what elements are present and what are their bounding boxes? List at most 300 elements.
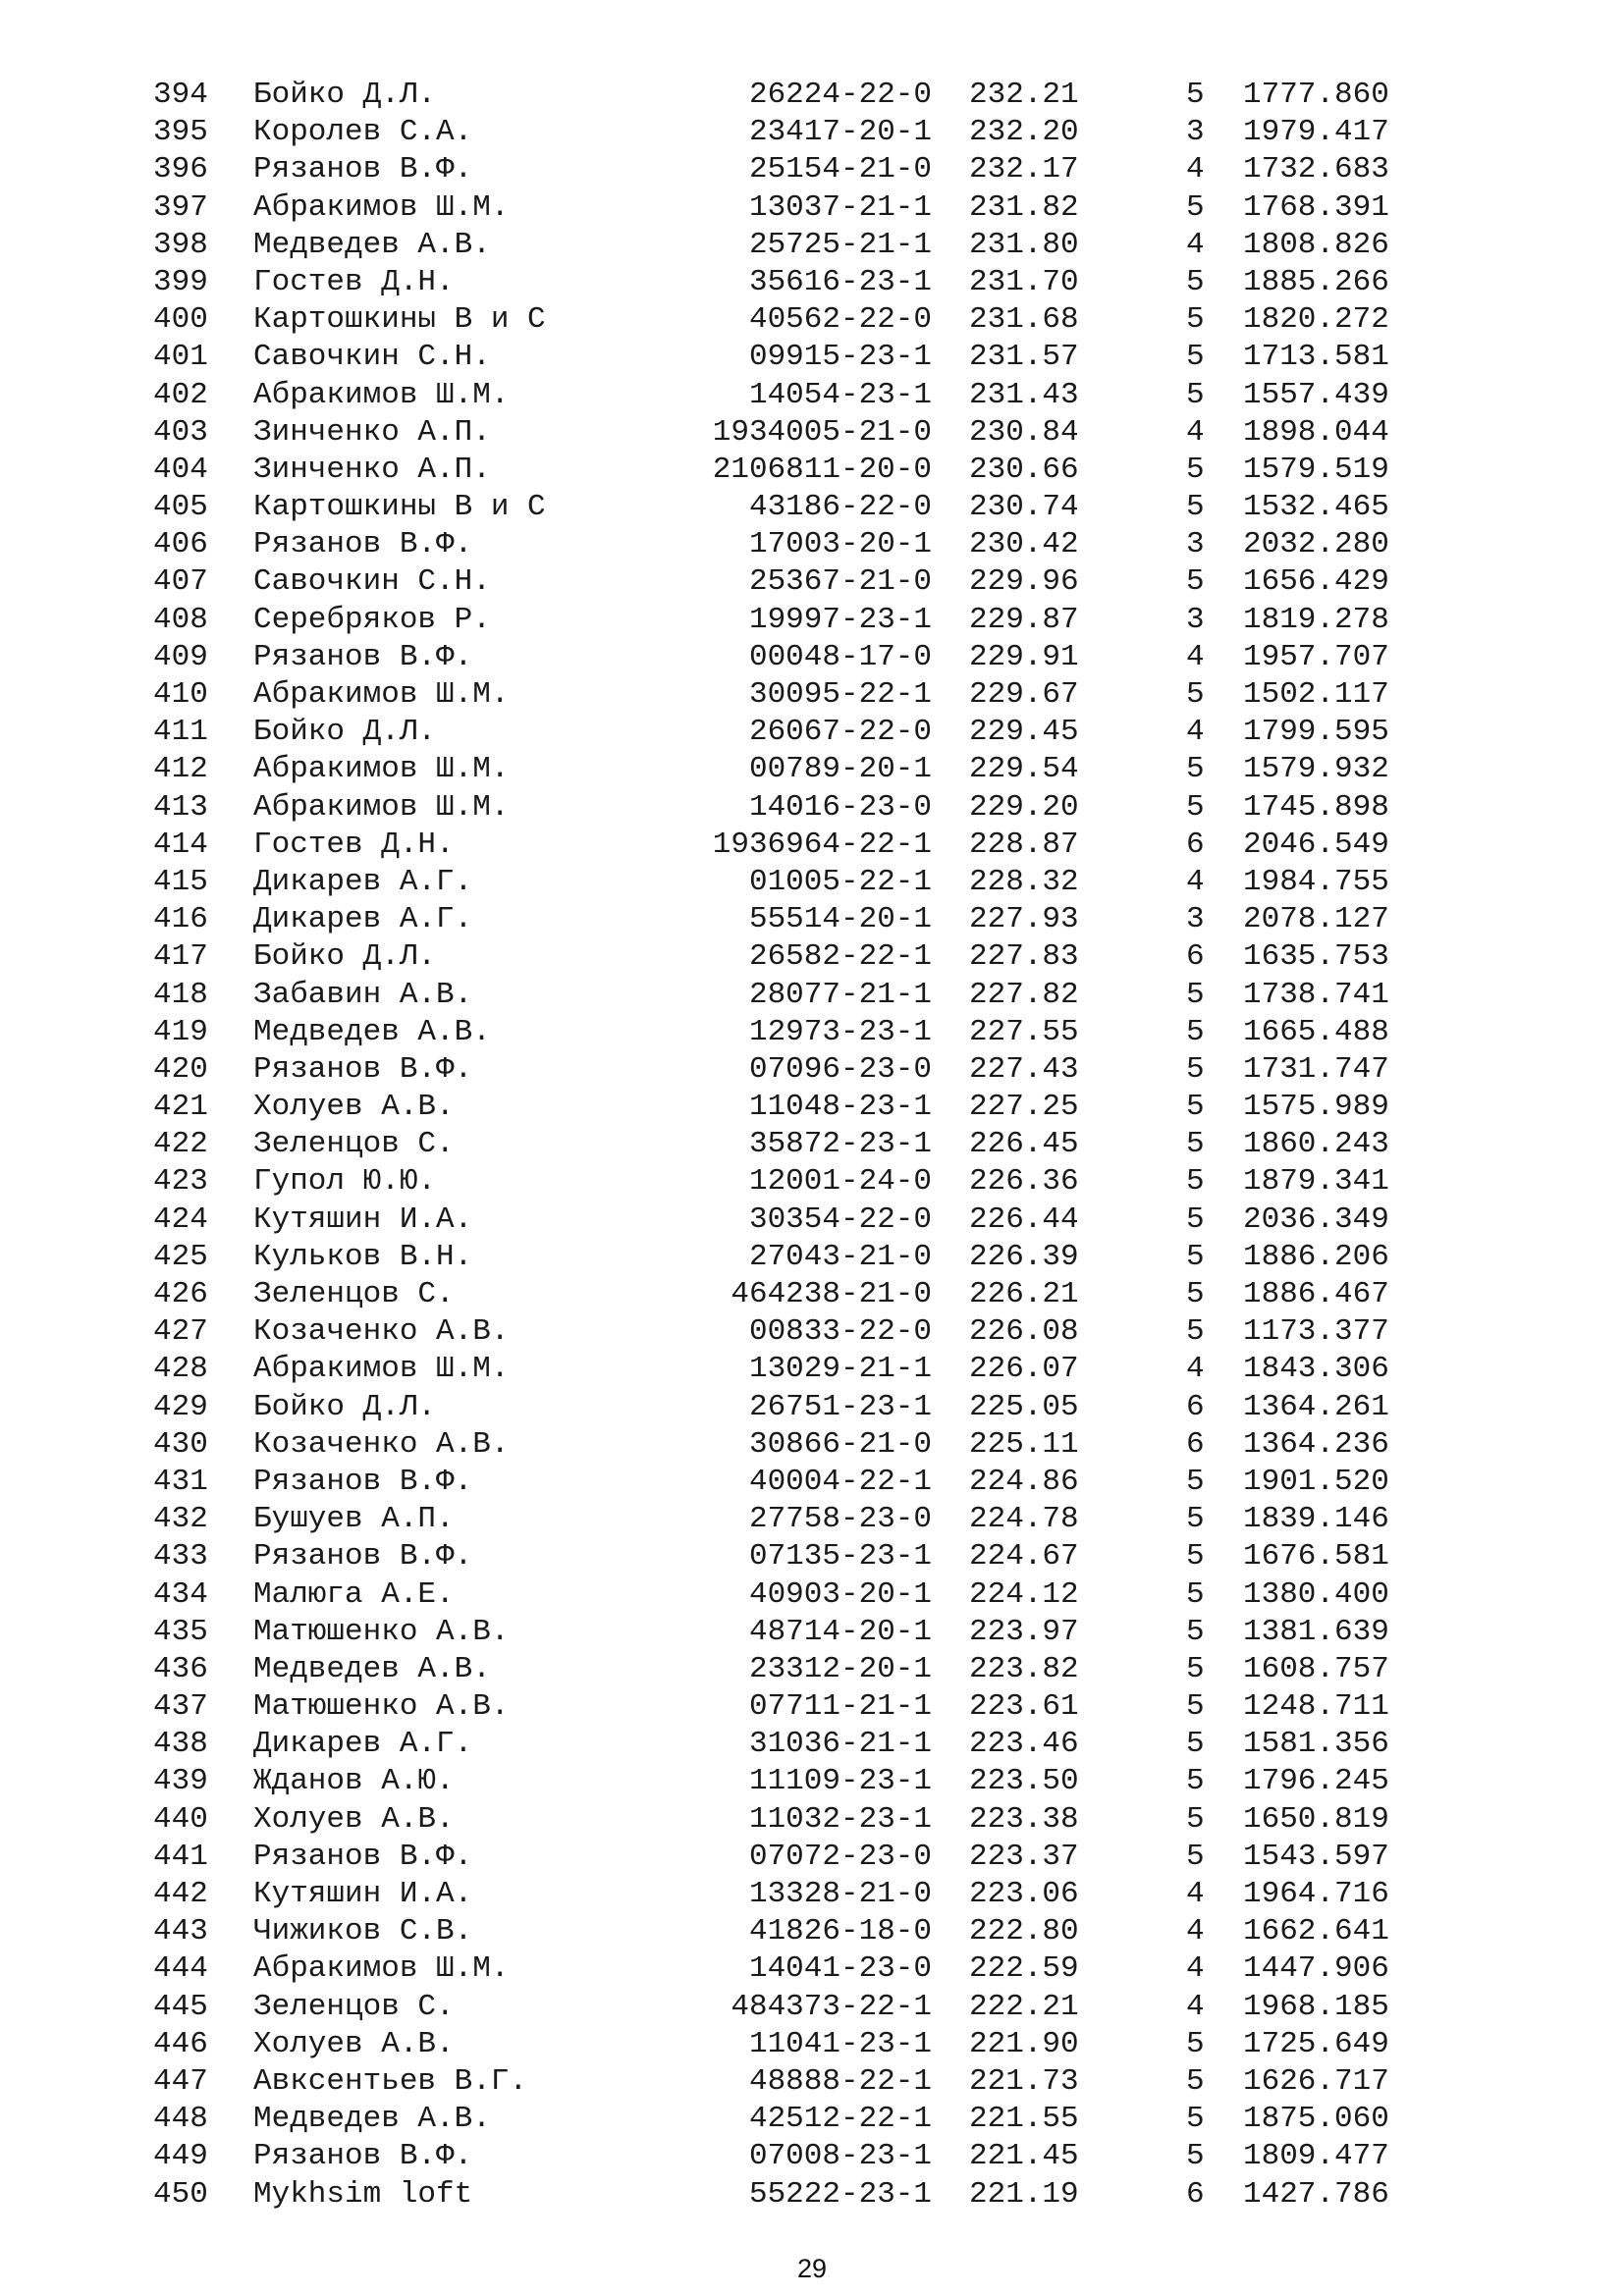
table-row [0, 1126, 1624, 1163]
ring-code: 11032-23-1 [748, 1801, 932, 1837]
ring-code: 25154-21-0 [748, 152, 932, 187]
count: 4 [1186, 1989, 1205, 2024]
ring-code: 17003-20-1 [748, 527, 932, 562]
owner-name: Бойко Д.Л. [253, 1389, 437, 1424]
row-number: 414 [153, 827, 208, 862]
row-number: 429 [153, 1389, 208, 1424]
ring-code: 26582-22-1 [748, 939, 932, 975]
row-number: 433 [153, 1539, 208, 1575]
count: 5 [1186, 1277, 1205, 1311]
score: 231.43 [969, 377, 1079, 412]
owner-name: Абракимов Ш.М. [253, 1352, 510, 1387]
ring-code: 30866-21-0 [748, 1426, 932, 1462]
count: 5 [1186, 1051, 1205, 1087]
table-row [0, 901, 1624, 938]
owner-name: Медведев А.В. [253, 2102, 491, 2137]
score: 229.67 [969, 677, 1079, 712]
ring-code: 12973-23-1 [748, 1014, 932, 1049]
ring-code: 31036-21-1 [748, 1727, 932, 1762]
table-row [0, 751, 1624, 788]
row-number: 427 [153, 1314, 208, 1350]
row-number: 442 [153, 1877, 208, 1911]
owner-name: Бойко Д.Л. [253, 78, 437, 112]
row-number: 441 [153, 1839, 208, 1874]
row-number: 443 [153, 1914, 208, 1949]
score: 228.32 [969, 864, 1079, 899]
table-row [0, 114, 1624, 151]
speed-value: 2032.280 [1243, 527, 1389, 562]
speed-value: 1173.377 [1243, 1314, 1389, 1350]
table-row [0, 1014, 1624, 1051]
speed-value: 1968.185 [1243, 1989, 1389, 2024]
count: 3 [1186, 902, 1205, 937]
ring-code: 23417-20-1 [748, 115, 932, 150]
score: 221.90 [969, 2026, 1079, 2061]
row-number: 440 [153, 1801, 208, 1837]
score: 221.19 [969, 2176, 1079, 2212]
speed-value: 1799.595 [1243, 715, 1389, 750]
owner-name: Рязанов В.Ф. [253, 1839, 473, 1874]
ring-code: 26751-23-1 [748, 1389, 932, 1424]
row-number: 406 [153, 527, 208, 562]
ring-code: 07072-23-0 [748, 1839, 932, 1874]
score: 223.38 [969, 1801, 1079, 1837]
table-row [0, 189, 1624, 227]
owner-name: Королев С.А. [253, 115, 473, 150]
owner-name: Картошкины В и С [253, 302, 546, 338]
owner-name: Рязанов В.Ф. [253, 1051, 473, 1087]
score: 226.44 [969, 1201, 1079, 1237]
ring-code: 11048-23-1 [748, 1090, 932, 1125]
row-number: 405 [153, 490, 208, 525]
row-number: 436 [153, 1651, 208, 1686]
speed-value: 1808.826 [1243, 227, 1389, 262]
count: 5 [1186, 1576, 1205, 1612]
score: 227.43 [969, 1051, 1079, 1087]
ring-code: 484373-22-1 [731, 1989, 932, 2024]
table-row [0, 526, 1624, 563]
score: 223.37 [969, 1839, 1079, 1874]
speed-value: 2036.349 [1243, 1201, 1389, 1237]
ring-code: 07711-21-1 [748, 1689, 932, 1725]
table-row [0, 264, 1624, 301]
count: 5 [1186, 1614, 1205, 1649]
row-number: 421 [153, 1090, 208, 1125]
count: 4 [1186, 639, 1205, 674]
score: 223.46 [969, 1727, 1079, 1762]
speed-value: 1725.649 [1243, 2026, 1389, 2061]
score: 230.74 [969, 490, 1079, 525]
table-row [0, 1801, 1624, 1839]
count: 5 [1186, 189, 1205, 225]
score: 224.78 [969, 1502, 1079, 1537]
row-number: 410 [153, 677, 208, 712]
speed-value: 1738.741 [1243, 977, 1389, 1012]
row-number: 447 [153, 2063, 208, 2099]
owner-name: Дикарев А.Г. [253, 902, 473, 937]
count: 5 [1186, 564, 1205, 600]
owner-name: Медведев А.В. [253, 227, 491, 262]
owner-name: Дикарев А.Г. [253, 864, 473, 899]
speed-value: 2078.127 [1243, 902, 1389, 937]
row-number: 432 [153, 1502, 208, 1537]
owner-name: Чижиков С.В. [253, 1914, 473, 1949]
owner-name: Абракимов Ш.М. [253, 377, 510, 412]
score: 230.66 [969, 452, 1079, 487]
ring-code: 12001-24-0 [748, 1164, 932, 1200]
score: 227.93 [969, 902, 1079, 937]
owner-name: Рязанов В.Ф. [253, 152, 473, 187]
score: 227.25 [969, 1090, 1079, 1125]
ring-code: 19997-23-1 [748, 602, 932, 637]
speed-value: 1543.597 [1243, 1839, 1389, 1874]
ring-code: 48888-22-1 [748, 2063, 932, 2099]
table-row [0, 339, 1624, 376]
count: 5 [1186, 1651, 1205, 1686]
count: 5 [1186, 677, 1205, 712]
table-row [0, 1989, 1624, 2026]
count: 5 [1186, 340, 1205, 375]
ring-code: 43186-22-0 [748, 490, 932, 525]
row-number: 415 [153, 864, 208, 899]
score: 225.11 [969, 1426, 1079, 1462]
table-row [0, 864, 1624, 901]
count: 4 [1186, 1352, 1205, 1387]
count: 4 [1186, 1951, 1205, 1987]
count: 6 [1186, 827, 1205, 862]
speed-value: 1608.757 [1243, 1651, 1389, 1686]
owner-name: Савочкин С.Н. [253, 340, 491, 375]
owner-name: Рязанов В.Ф. [253, 639, 473, 674]
table-row [0, 151, 1624, 188]
ring-code: 14041-23-0 [748, 1951, 932, 1987]
row-number: 413 [153, 789, 208, 825]
count: 5 [1186, 1164, 1205, 1200]
count: 4 [1186, 227, 1205, 262]
speed-value: 1964.716 [1243, 1877, 1389, 1911]
owner-name: Малюга А.Е. [253, 1576, 455, 1612]
owner-name: Жданов А.Ю. [253, 1764, 455, 1799]
owner-name: Дикарев А.Г. [253, 1727, 473, 1762]
ring-code: 30095-22-1 [748, 677, 932, 712]
ring-code: 40903-20-1 [748, 1576, 932, 1612]
score: 227.83 [969, 939, 1079, 975]
ring-code: 40004-22-1 [748, 1464, 932, 1499]
table-row [0, 1276, 1624, 1313]
ring-code: 00789-20-1 [748, 752, 932, 787]
speed-value: 1732.683 [1243, 152, 1389, 187]
score: 222.21 [969, 1989, 1079, 2024]
row-number: 412 [153, 752, 208, 787]
owner-name: Савочкин С.Н. [253, 564, 491, 600]
speed-value: 1427.786 [1243, 2176, 1389, 2212]
row-number: 449 [153, 2139, 208, 2174]
row-number: 422 [153, 1127, 208, 1162]
speed-value: 1898.044 [1243, 414, 1389, 450]
table-row [0, 1688, 1624, 1726]
count: 6 [1186, 2176, 1205, 2212]
row-number: 435 [153, 1614, 208, 1649]
ring-code: 07096-23-0 [748, 1051, 932, 1087]
count: 4 [1186, 864, 1205, 899]
row-number: 401 [153, 340, 208, 375]
ring-code: 27043-21-0 [748, 1239, 932, 1274]
ring-code: 13029-21-1 [748, 1352, 932, 1387]
count: 5 [1186, 1689, 1205, 1725]
speed-value: 1843.306 [1243, 1352, 1389, 1387]
ring-code: 55222-23-1 [748, 2176, 932, 2212]
table-row [0, 977, 1624, 1014]
count: 3 [1186, 527, 1205, 562]
row-number: 396 [153, 152, 208, 187]
score: 230.42 [969, 527, 1079, 562]
ring-code: 23312-20-1 [748, 1651, 932, 1686]
results-table [0, 77, 1624, 2214]
speed-value: 1809.477 [1243, 2139, 1389, 2174]
speed-value: 1860.243 [1243, 1127, 1389, 1162]
score: 229.45 [969, 715, 1079, 750]
owner-name: Холуев А.В. [253, 1801, 455, 1837]
table-row [0, 789, 1624, 827]
table-row [0, 1163, 1624, 1201]
count: 5 [1186, 1201, 1205, 1237]
table-row [0, 227, 1624, 264]
count: 5 [1186, 490, 1205, 525]
speed-value: 1579.519 [1243, 452, 1389, 487]
table-row [0, 714, 1624, 751]
ring-code: 55514-20-1 [748, 902, 932, 937]
owner-name: Зеленцов С. [253, 1127, 455, 1162]
speed-value: 1581.356 [1243, 1727, 1389, 1762]
table-row [0, 1538, 1624, 1575]
table-row [0, 1089, 1624, 1126]
owner-name: Козаченко А.В. [253, 1426, 510, 1462]
speed-value: 1447.906 [1243, 1951, 1389, 1987]
table-row [0, 676, 1624, 714]
owner-name: Зинченко А.П. [253, 452, 491, 487]
table-row [0, 77, 1624, 114]
ring-code: 42512-22-1 [748, 2102, 932, 2137]
score: 226.39 [969, 1239, 1079, 1274]
ring-code: 01005-22-1 [748, 864, 932, 899]
table-row [0, 2026, 1624, 2063]
owner-name: Рязанов В.Ф. [253, 2139, 473, 2174]
speed-value: 1979.417 [1243, 115, 1389, 150]
count: 5 [1186, 1839, 1205, 1874]
ring-code: 464238-21-0 [731, 1277, 932, 1311]
ring-code: 35872-23-1 [748, 1127, 932, 1162]
row-number: 430 [153, 1426, 208, 1462]
row-number: 428 [153, 1352, 208, 1387]
count: 5 [1186, 2026, 1205, 2061]
row-number: 438 [153, 1727, 208, 1762]
count: 6 [1186, 939, 1205, 975]
ring-code: 00048-17-0 [748, 639, 932, 674]
table-row [0, 1763, 1624, 1800]
score: 226.36 [969, 1164, 1079, 1200]
owner-name: Абракимов Ш.М. [253, 1951, 510, 1987]
table-row [0, 1876, 1624, 1913]
table-row [0, 1464, 1624, 1501]
table-row [0, 1614, 1624, 1651]
speed-value: 1745.898 [1243, 789, 1389, 825]
table-row [0, 1576, 1624, 1614]
ring-code: 27758-23-0 [748, 1502, 932, 1537]
count: 5 [1186, 1764, 1205, 1799]
score: 226.07 [969, 1352, 1079, 1387]
table-row [0, 1239, 1624, 1276]
speed-value: 1984.755 [1243, 864, 1389, 899]
score: 226.45 [969, 1127, 1079, 1162]
table-row [0, 938, 1624, 976]
ring-code: 00833-22-0 [748, 1314, 932, 1350]
speed-value: 1557.439 [1243, 377, 1389, 412]
row-number: 400 [153, 302, 208, 338]
speed-value: 1768.391 [1243, 189, 1389, 225]
count: 5 [1186, 1539, 1205, 1575]
owner-name: Бойко Д.Л. [253, 939, 437, 975]
row-number: 434 [153, 1576, 208, 1612]
count: 5 [1186, 1314, 1205, 1350]
count: 4 [1186, 1877, 1205, 1911]
score: 227.55 [969, 1014, 1079, 1049]
ring-code: 07008-23-1 [748, 2139, 932, 2174]
score: 229.54 [969, 752, 1079, 787]
row-number: 418 [153, 977, 208, 1012]
count: 5 [1186, 78, 1205, 112]
table-row [0, 377, 1624, 414]
table-row [0, 827, 1624, 864]
ring-code: 26067-22-0 [748, 715, 932, 750]
score: 232.21 [969, 78, 1079, 112]
speed-value: 1575.989 [1243, 1090, 1389, 1125]
owner-name: Медведев А.В. [253, 1014, 491, 1049]
row-number: 397 [153, 189, 208, 225]
owner-name: Mykhsim loft [253, 2176, 473, 2212]
score: 226.21 [969, 1277, 1079, 1311]
row-number: 420 [153, 1051, 208, 1087]
ring-code: 28077-21-1 [748, 977, 932, 1012]
speed-value: 1796.245 [1243, 1764, 1389, 1799]
ring-code: 25725-21-1 [748, 227, 932, 262]
table-row [0, 1839, 1624, 1876]
ring-code: 26224-22-0 [748, 78, 932, 112]
owner-name: Рязанов В.Ф. [253, 527, 473, 562]
owner-name: Серебряков Р. [253, 602, 491, 637]
table-row [0, 563, 1624, 601]
score: 231.68 [969, 302, 1079, 338]
score: 221.45 [969, 2139, 1079, 2174]
owner-name: Бойко Д.Л. [253, 715, 437, 750]
count: 4 [1186, 152, 1205, 187]
ring-code: 35616-23-1 [748, 264, 932, 299]
table-row [0, 1351, 1624, 1388]
count: 5 [1186, 789, 1205, 825]
row-number: 424 [153, 1201, 208, 1237]
row-number: 411 [153, 715, 208, 750]
owner-name: Забавин А.В. [253, 977, 473, 1012]
speed-value: 1731.747 [1243, 1051, 1389, 1087]
ring-code: 1936964-22-1 [712, 827, 932, 862]
score: 231.82 [969, 189, 1079, 225]
table-row [0, 489, 1624, 526]
row-number: 407 [153, 564, 208, 600]
table-row [0, 2063, 1624, 2101]
row-number: 398 [153, 227, 208, 262]
owner-name: Бушуев А.П. [253, 1502, 455, 1537]
owner-name: Рязанов В.Ф. [253, 1539, 473, 1575]
speed-value: 1364.261 [1243, 1389, 1389, 1424]
ring-code: 48714-20-1 [748, 1614, 932, 1649]
owner-name: Холуев А.В. [253, 2026, 455, 2061]
score: 224.67 [969, 1539, 1079, 1575]
owner-name: Холуев А.В. [253, 1090, 455, 1125]
speed-value: 1656.429 [1243, 564, 1389, 600]
ring-code: 40562-22-0 [748, 302, 932, 338]
score: 224.12 [969, 1576, 1079, 1612]
row-number: 416 [153, 902, 208, 937]
count: 5 [1186, 1090, 1205, 1125]
ring-code: 11109-23-1 [748, 1764, 932, 1799]
table-row [0, 1726, 1624, 1763]
speed-value: 1676.581 [1243, 1539, 1389, 1575]
count: 5 [1186, 302, 1205, 338]
score: 225.05 [969, 1389, 1079, 1424]
score: 229.87 [969, 602, 1079, 637]
speed-value: 1502.117 [1243, 677, 1389, 712]
owner-name: Картошкины В и С [253, 490, 546, 525]
score: 223.50 [969, 1764, 1079, 1799]
count: 5 [1186, 452, 1205, 487]
row-number: 425 [153, 1239, 208, 1274]
speed-value: 1364.236 [1243, 1426, 1389, 1462]
speed-value: 2046.549 [1243, 827, 1389, 862]
table-row [0, 2101, 1624, 2138]
speed-value: 1819.278 [1243, 602, 1389, 637]
speed-value: 1626.717 [1243, 2063, 1389, 2099]
score: 231.57 [969, 340, 1079, 375]
score: 221.73 [969, 2063, 1079, 2099]
speed-value: 1635.753 [1243, 939, 1389, 975]
table-row [0, 1051, 1624, 1089]
speed-value: 1248.711 [1243, 1689, 1389, 1725]
ring-code: 07135-23-1 [748, 1539, 932, 1575]
row-number: 448 [153, 2102, 208, 2137]
count: 5 [1186, 1502, 1205, 1537]
count: 5 [1186, 377, 1205, 412]
table-row [0, 1913, 1624, 1950]
count: 5 [1186, 1239, 1205, 1274]
speed-value: 1957.707 [1243, 639, 1389, 674]
count: 5 [1186, 977, 1205, 1012]
score: 227.82 [969, 977, 1079, 1012]
score: 223.61 [969, 1689, 1079, 1725]
owner-name: Рязанов В.Ф. [253, 1464, 473, 1499]
score: 223.06 [969, 1877, 1079, 1911]
score: 230.84 [969, 414, 1079, 450]
count: 4 [1186, 1914, 1205, 1949]
count: 4 [1186, 715, 1205, 750]
ring-code: 25367-21-0 [748, 564, 932, 600]
row-number: 439 [153, 1764, 208, 1799]
score: 229.91 [969, 639, 1079, 674]
speed-value: 1777.860 [1243, 78, 1389, 112]
owner-name: Козаченко А.В. [253, 1314, 510, 1350]
speed-value: 1886.467 [1243, 1277, 1389, 1311]
count: 5 [1186, 1464, 1205, 1499]
speed-value: 1713.581 [1243, 340, 1389, 375]
speed-value: 1885.266 [1243, 264, 1389, 299]
